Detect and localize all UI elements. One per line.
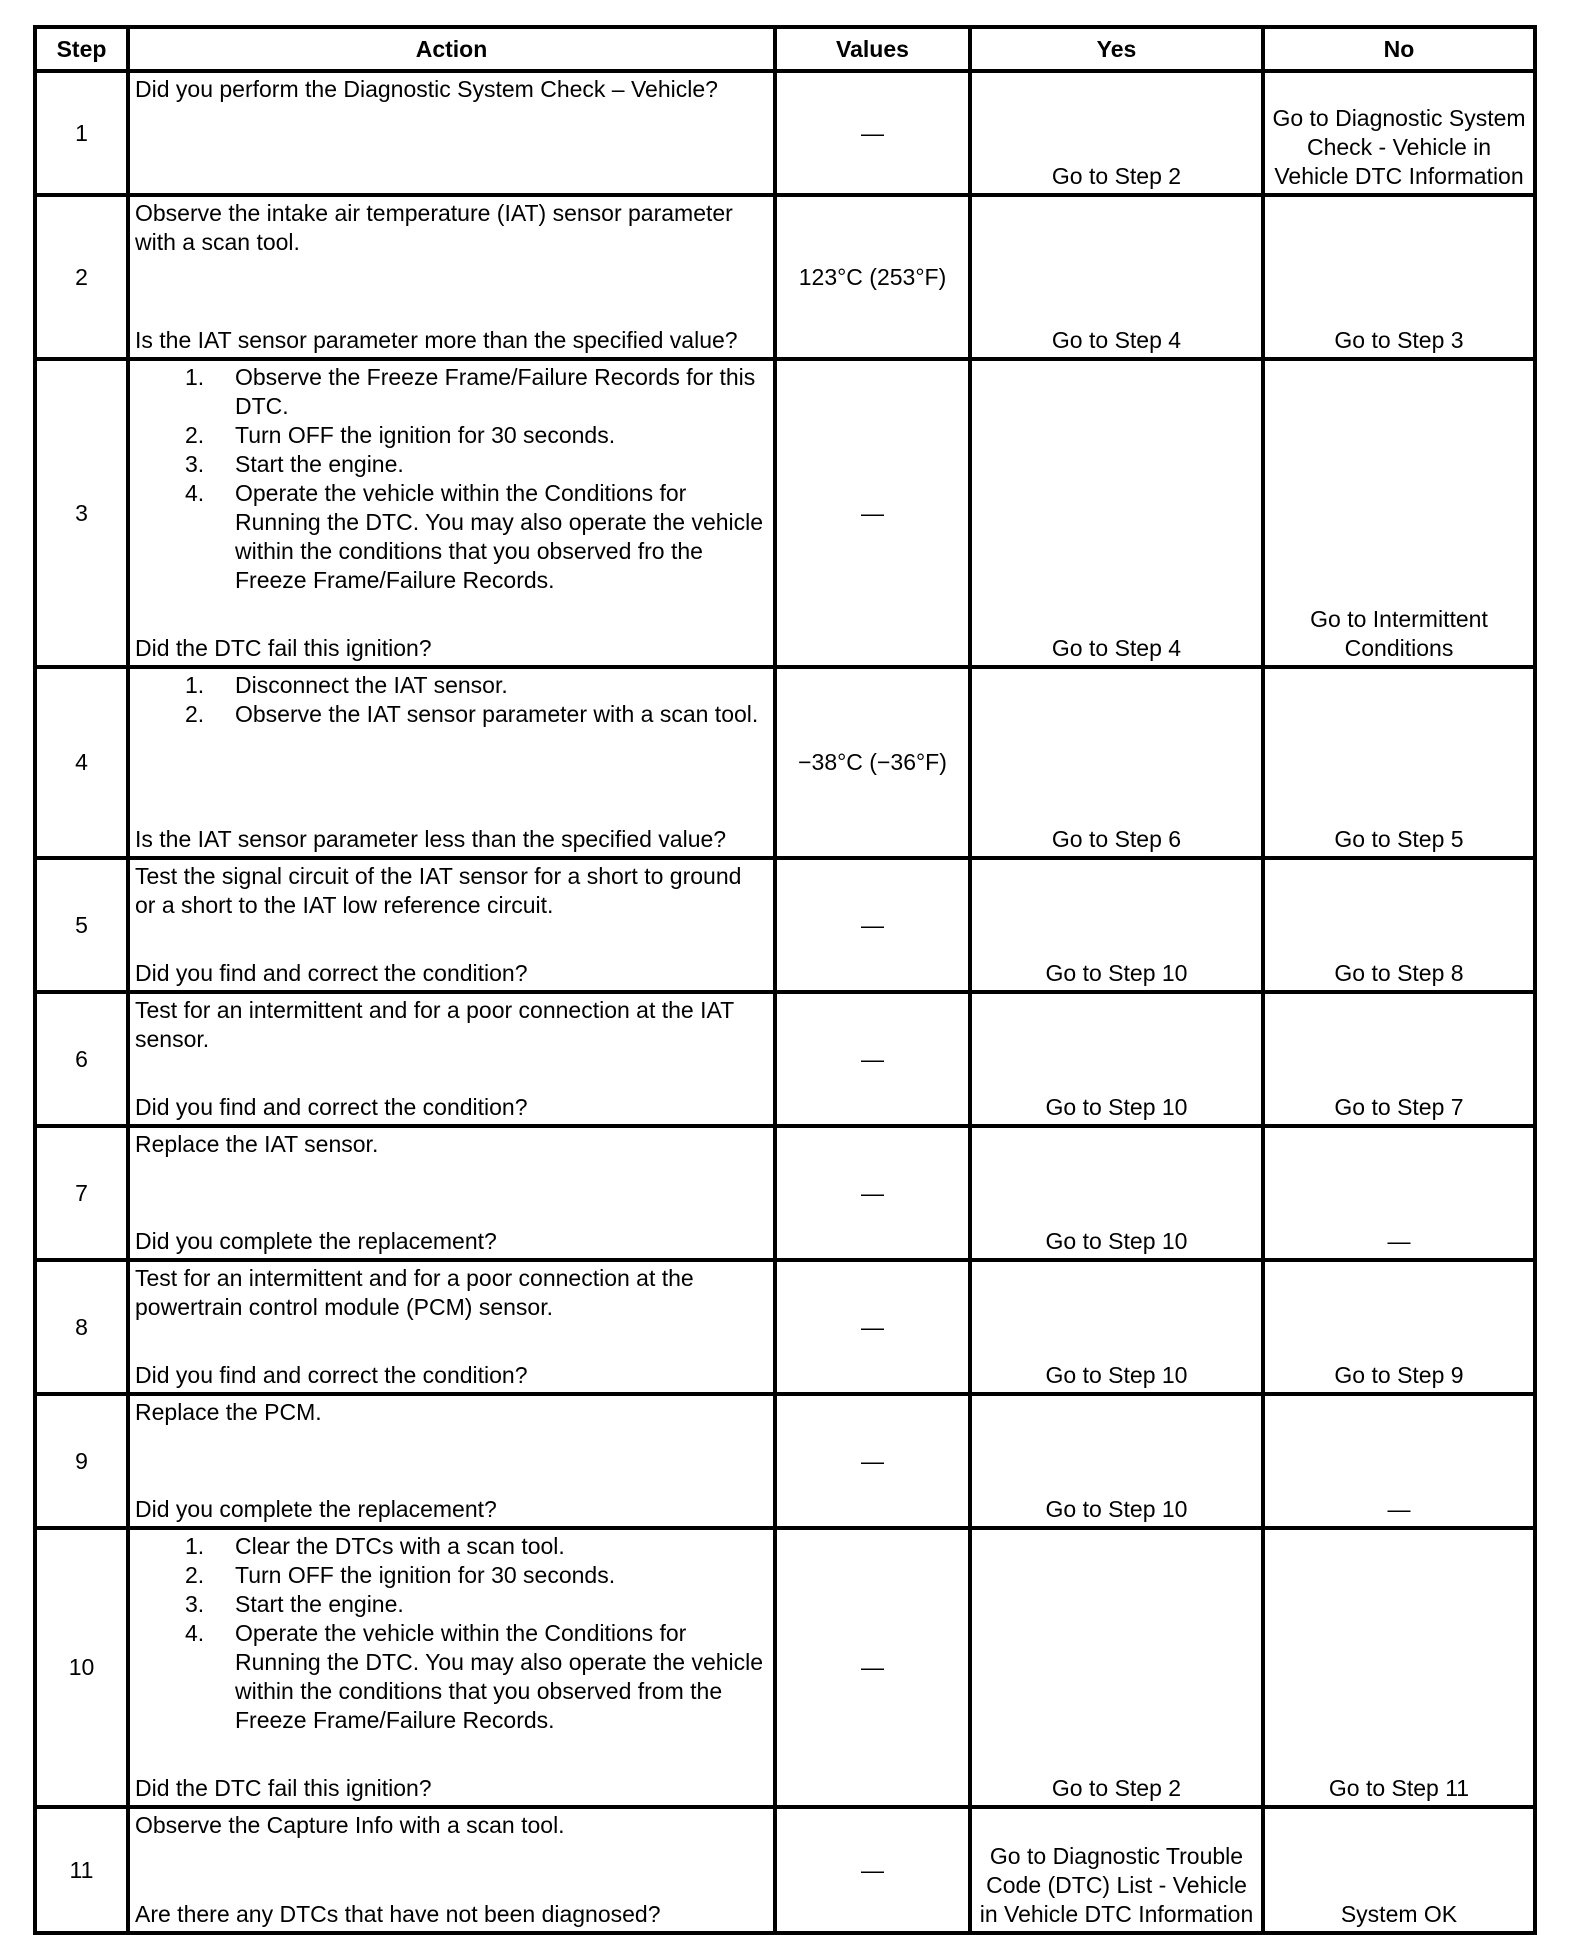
- step-number: 4.: [185, 1620, 205, 1646]
- action-text: Test the signal circuit of the IAT sensor for a short to ground or a short to the IAT low reference circuit.: [135, 863, 742, 918]
- values-cell: −38°C (−36°F): [775, 667, 970, 858]
- values-cell: —: [775, 1260, 970, 1394]
- action-question: Did you complete the replacement?: [135, 1496, 497, 1522]
- step-number-cell: 10: [35, 1528, 128, 1807]
- action-step-item: [135, 1561, 768, 1590]
- action-text: Test for an intermittent and for a poor connection at the IAT sensor.: [135, 997, 734, 1052]
- header-values: Values: [775, 27, 970, 71]
- action-cell: [128, 667, 775, 858]
- yes-cell: Go to Step 10: [970, 1126, 1263, 1260]
- header-action: Action: [128, 27, 775, 71]
- yes-cell: Go to Step 10: [970, 992, 1263, 1126]
- action-cell: [128, 858, 775, 992]
- step-number-cell: 3: [35, 359, 128, 667]
- yes-cell: Go to Step 2: [970, 71, 1263, 195]
- step-number-cell: 4: [35, 667, 128, 858]
- table-row: [35, 667, 1535, 858]
- action-cell: [128, 359, 775, 667]
- diagnostic-table: [33, 25, 1537, 1935]
- header-no: No: [1263, 27, 1535, 71]
- action-cell: [128, 992, 775, 1126]
- table-row: [35, 71, 1535, 195]
- step-text: Operate the vehicle within the Conditions for Running the DTC. You may also operate the vehicle within the conditions that you observed fro the Freeze Frame/Failure Records.: [235, 480, 764, 593]
- no-cell: Go to Step 7: [1263, 992, 1535, 1126]
- step-number-cell: 8: [35, 1260, 128, 1394]
- action-question: Did the DTC fail this ignition?: [135, 1775, 432, 1801]
- header-row: [35, 27, 1535, 71]
- step-number: 2.: [185, 422, 205, 448]
- values-cell: —: [775, 1126, 970, 1260]
- step-number-cell: 9: [35, 1394, 128, 1528]
- action-cell: [128, 1807, 775, 1933]
- action-text: Replace the PCM.: [135, 1399, 322, 1425]
- values-cell: —: [775, 1807, 970, 1933]
- step-text: Observe the IAT sensor parameter with a scan tool.: [235, 701, 759, 727]
- action-cell: [128, 195, 775, 359]
- table-row: [35, 359, 1535, 667]
- yes-cell: Go to Diagnostic Trouble Code (DTC) List - Vehicle in Vehicle DTC Information: [970, 1807, 1263, 1933]
- no-cell: Go to Intermittent Conditions: [1263, 359, 1535, 667]
- step-text: Operate the vehicle within the Conditions for Running the DTC. You may also operate the vehicle within the conditions that you observed from the Freeze Frame/Failure Records.: [235, 1620, 764, 1733]
- step-number: 1.: [185, 1533, 205, 1559]
- yes-cell: Go to Step 6: [970, 667, 1263, 858]
- values-cell: —: [775, 71, 970, 195]
- no-cell: Go to Step 11: [1263, 1528, 1535, 1807]
- no-cell: Go to Step 3: [1263, 195, 1535, 359]
- step-number: 4.: [185, 480, 205, 506]
- yes-cell: Go to Step 10: [970, 1260, 1263, 1394]
- no-cell: Go to Step 5: [1263, 667, 1535, 858]
- step-number-cell: 1: [35, 71, 128, 195]
- table-row: [35, 992, 1535, 1126]
- step-number: 2.: [185, 701, 205, 727]
- action-text: Replace the IAT sensor.: [135, 1131, 379, 1157]
- action-step-item: [135, 450, 768, 479]
- no-cell: Go to Step 9: [1263, 1260, 1535, 1394]
- action-cell: [128, 71, 775, 195]
- action-steps: [135, 671, 768, 729]
- table-row: [35, 195, 1535, 359]
- action-step-item: [135, 479, 768, 595]
- no-cell: Go to Diagnostic System Check - Vehicle in Vehicle DTC Information: [1263, 71, 1535, 195]
- step-number-cell: 6: [35, 992, 128, 1126]
- action-cell: [128, 1528, 775, 1807]
- no-cell: —: [1263, 1126, 1535, 1260]
- step-number-cell: 7: [35, 1126, 128, 1260]
- step-text: Clear the DTCs with a scan tool.: [235, 1533, 565, 1559]
- no-cell: Go to Step 8: [1263, 858, 1535, 992]
- action-question: Are there any DTCs that have not been diagnosed?: [135, 1901, 661, 1927]
- step-text: Turn OFF the ignition for 30 seconds.: [235, 422, 616, 448]
- table-row: [35, 1528, 1535, 1807]
- yes-cell: Go to Step 10: [970, 1394, 1263, 1528]
- action-step-item: [135, 1590, 768, 1619]
- no-cell: —: [1263, 1394, 1535, 1528]
- header-yes: Yes: [970, 27, 1263, 71]
- action-steps: [135, 363, 768, 595]
- step-text: Observe the Freeze Frame/Failure Records for this DTC.: [235, 364, 756, 419]
- step-number: 3.: [185, 451, 205, 477]
- step-number-cell: 5: [35, 858, 128, 992]
- action-step-item: [135, 421, 768, 450]
- action-text: Observe the Capture Info with a scan tool.: [135, 1812, 565, 1838]
- action-text: Did you perform the Diagnostic System Check – Vehicle?: [135, 76, 718, 102]
- action-step-item: [135, 1619, 768, 1735]
- no-cell: System OK: [1263, 1807, 1535, 1933]
- yes-cell: Go to Step 2: [970, 1528, 1263, 1807]
- values-cell: —: [775, 1394, 970, 1528]
- step-number-cell: 2: [35, 195, 128, 359]
- action-question: Did you find and correct the condition?: [135, 1094, 528, 1120]
- action-step-item: [135, 671, 768, 700]
- table-row: [35, 1807, 1535, 1933]
- action-cell: [128, 1126, 775, 1260]
- values-cell: —: [775, 858, 970, 992]
- action-question: Did you find and correct the condition?: [135, 1362, 528, 1388]
- action-text: Observe the intake air temperature (IAT) sensor parameter with a scan tool.: [135, 200, 733, 255]
- action-question: Is the IAT sensor parameter more than the specified value?: [135, 327, 738, 353]
- values-cell: —: [775, 1528, 970, 1807]
- action-cell: [128, 1394, 775, 1528]
- step-text: Start the engine.: [235, 1591, 404, 1617]
- step-number: 2.: [185, 1562, 205, 1588]
- step-number-cell: 11: [35, 1807, 128, 1933]
- action-step-item: [135, 700, 768, 729]
- action-question: Is the IAT sensor parameter less than the specified value?: [135, 826, 727, 852]
- action-cell: [128, 1260, 775, 1394]
- yes-cell: Go to Step 10: [970, 858, 1263, 992]
- action-step-item: [135, 363, 768, 421]
- action-question: Did you find and correct the condition?: [135, 960, 528, 986]
- step-number: 1.: [185, 672, 205, 698]
- table-row: [35, 1394, 1535, 1528]
- action-step-item: [135, 1532, 768, 1561]
- step-text: Disconnect the IAT sensor.: [235, 672, 508, 698]
- step-text: Turn OFF the ignition for 30 seconds.: [235, 1562, 616, 1588]
- action-steps: [135, 1532, 768, 1735]
- header-step: Step: [35, 27, 128, 71]
- action-text: Test for an intermittent and for a poor connection at the powertrain control module (PCM) sensor.: [135, 1265, 694, 1320]
- table-row: [35, 1260, 1535, 1394]
- table-row: [35, 1126, 1535, 1260]
- yes-cell: Go to Step 4: [970, 359, 1263, 667]
- step-text: Start the engine.: [235, 451, 404, 477]
- action-question: Did the DTC fail this ignition?: [135, 635, 432, 661]
- values-cell: 123°C (253°F): [775, 195, 970, 359]
- yes-cell: Go to Step 4: [970, 195, 1263, 359]
- values-cell: —: [775, 992, 970, 1126]
- table-row: [35, 858, 1535, 992]
- values-cell: —: [775, 359, 970, 667]
- action-question: Did you complete the replacement?: [135, 1228, 497, 1254]
- step-number: 1.: [185, 364, 205, 390]
- step-number: 3.: [185, 1591, 205, 1617]
